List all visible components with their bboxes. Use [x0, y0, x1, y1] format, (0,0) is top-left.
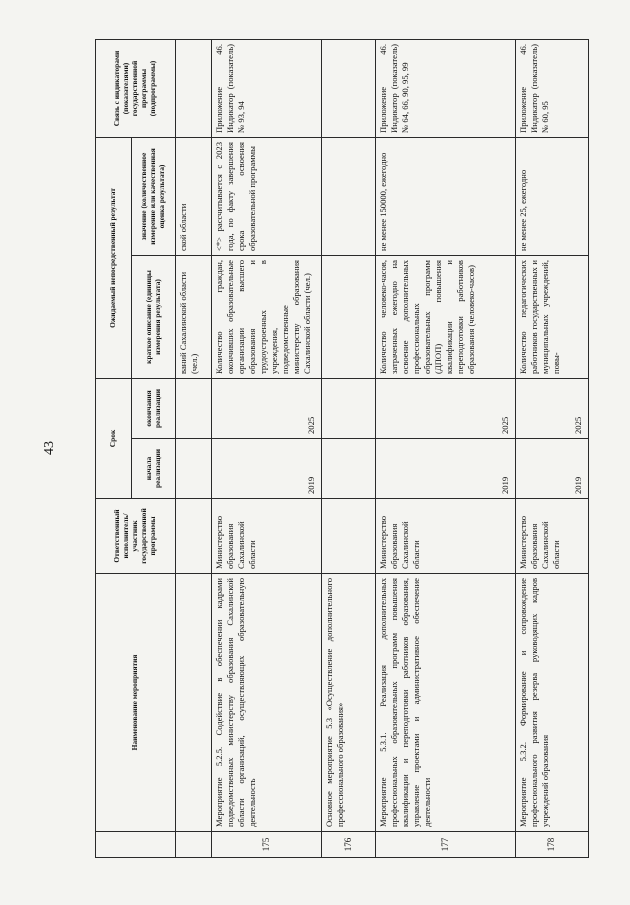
cell-value: ской области — [176, 138, 212, 256]
cell-desc: Количество педагогических работников государственных и муниципальных учреждений, повы- — [516, 256, 589, 379]
table-row — [516, 40, 589, 858]
row-number: 177 — [376, 832, 516, 858]
rotated-table-wrapper — [95, 40, 588, 858]
activities-table — [95, 39, 589, 858]
cell-responsible: Министерство образования Сахалинской области — [516, 499, 589, 574]
cell-name: Мероприятие 5.3.1. Реализация дополнительных профессиональных образовательных программ повышения квалификации и переподготовки работников образования, управление проектами и административное обеспечение деятельности — [376, 574, 516, 832]
header-expected: Ожидаемый непосредственный результат — [96, 138, 132, 379]
cell-name: Мероприятие 5.2.5. Содействие в обеспечении кадрами подведомственных министерству образования Сахалинской области организаций, осуществляющих образовательную деятельность — [212, 574, 322, 832]
header-term-end: окончания реализации — [132, 379, 176, 439]
cell-indicator: Приложение 46. Индикатор (показатель) № 64, 66, 90, 95, 99 — [376, 40, 516, 138]
cell-start: 2019 — [376, 439, 516, 499]
header-term-start: начала реализации — [132, 439, 176, 499]
table-row — [376, 40, 516, 858]
cell-indicator: Приложение 46. Индикатор (показатель) № 60, 95 — [516, 40, 589, 138]
row-number: 175 — [212, 832, 322, 858]
cell-responsible: Министерство образования Сахалинской области — [212, 499, 322, 574]
cell-end: 2025 — [516, 379, 589, 439]
cell-end: 2025 — [376, 379, 516, 439]
header-expected-value: значение (количественное измерение или качественная оценка результата) — [132, 138, 176, 256]
header-name: Наименование мероприятия — [96, 574, 176, 832]
cell-responsible: Министерство образования Сахалинской области — [376, 499, 516, 574]
cell-desc: Количество граждан, окончивших образовательные организации высшего образования и трудоустроенных в учреждения, подведомственные министерству образования Сахалинской области (чел.) — [212, 256, 322, 379]
cell-start: 2019 — [516, 439, 589, 499]
header-responsible: Ответственный исполнитель/участник государственной программы — [96, 499, 176, 574]
header-term: Срок — [96, 379, 132, 499]
header-expected-desc: краткое описание (единицы измерения результата) — [132, 256, 176, 379]
header-indicator: Связь с индикаторами (показателями) государственной программы (подпрограммы) — [96, 40, 176, 138]
page-number: 43 — [42, 441, 57, 455]
row-number: 176 — [322, 832, 376, 858]
table-row-continuation — [176, 40, 212, 858]
cell-value: не менее 150000, ежегодно — [376, 138, 516, 256]
cell-name: Основное мероприятие 5.3 «Осуществление дополнительного профессионального образования» — [322, 574, 376, 832]
cell-desc: ваний Сахалинской области (чел.) — [176, 256, 212, 379]
table-row — [212, 40, 322, 858]
cell-name: Мероприятие 5.3.2. Формирование и сопровождение профессионального развития резерва руководящих кадров учреждений образования — [516, 574, 589, 832]
cell-end: 2025 — [212, 379, 322, 439]
cell-value: <*> рассчитывается с 2023 года, по факту завершения срока освоения образовательной программы — [212, 138, 322, 256]
cell-indicator: Приложение 46. Индикатор (показатель) № 93, 94 — [212, 40, 322, 138]
row-number: 178 — [516, 832, 589, 858]
table-row — [322, 40, 376, 858]
cell-value: не менее 25, ежегодно — [516, 138, 589, 256]
header-num — [96, 832, 176, 858]
cell-start: 2019 — [212, 439, 322, 499]
cell-desc: Количество человеко-часов, затраченных ежегодно на освоение дополнительных профессиональных образовательных программ (ДПОП) повышения квалификации и переподготовки работников образования (человеко-часов) — [376, 256, 516, 379]
